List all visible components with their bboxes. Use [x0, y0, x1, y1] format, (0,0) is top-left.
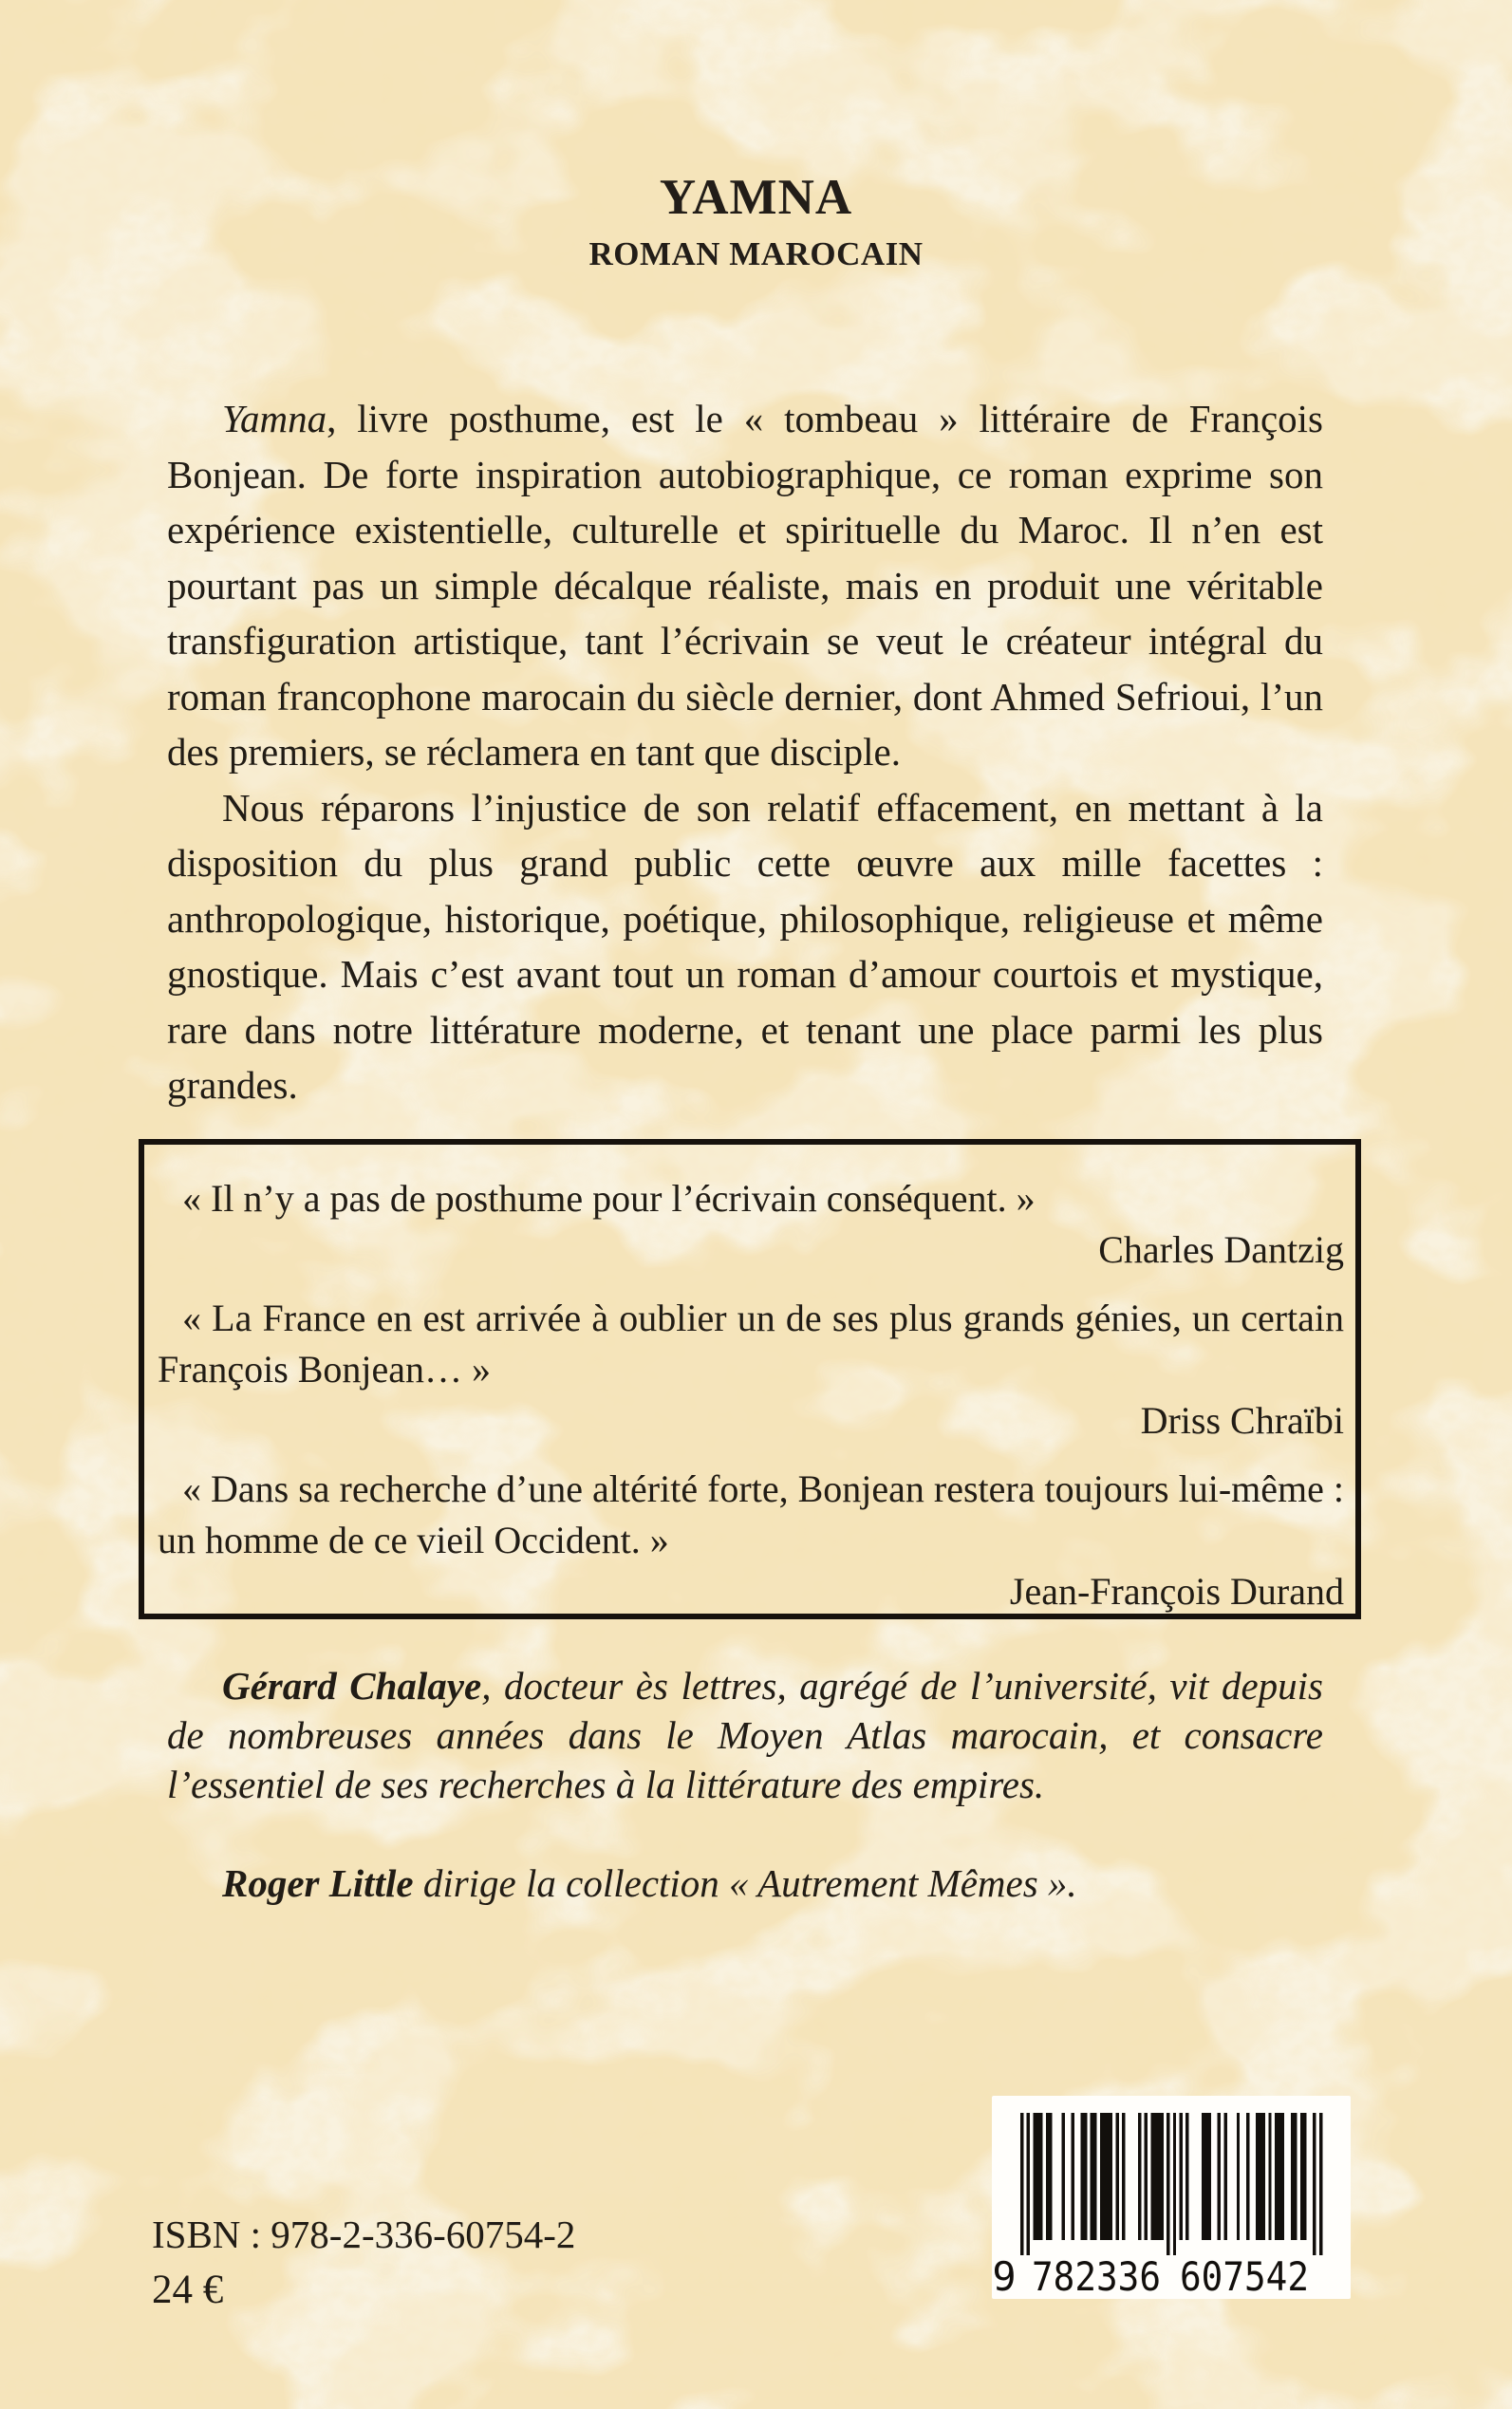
series-editor-name: Roger Little [222, 1861, 414, 1905]
author-name: Gérard Chalaye [222, 1664, 482, 1708]
price-text: 24 € [152, 2268, 224, 2312]
author-bio-text [167, 1661, 1323, 1809]
series-note-text [167, 1858, 1323, 1908]
quote-item [158, 1293, 1344, 1445]
series-note [167, 1858, 1323, 1908]
press-quotes-box [139, 1139, 1361, 1619]
barcode-svg [992, 2096, 1351, 2299]
quote-attribution: Charles Dantzig [1098, 1228, 1344, 1271]
synopsis-paragraph-1 [167, 391, 1323, 780]
synopsis-paragraph-2: Nous réparons l’injustice de son relatif effacement, en mettant à la disposition du plus grand public cette œuvre aux mille facettes : anthropologique, historique, poétique, philosophique, religieuse et même gnostique. Mais c’est avant tout un roman d’amour courtois et mystique, rare dans notre littérature moderne, et tenant une place parmi les plus grandes. [167, 785, 1323, 1107]
book-subtitle: ROMAN MAROCAIN [588, 235, 924, 272]
quote-item [158, 1464, 1344, 1615]
barcode-digits-right: 607542 [1180, 2253, 1309, 2299]
quote-attribution: Driss Chraïbi [1140, 1399, 1344, 1442]
quote-item [158, 1173, 1344, 1274]
synopsis [167, 391, 1323, 1113]
author-bio [167, 1661, 1323, 1809]
quote-text: « La France en est arrivée à oublier un de ses plus grands génies, un certain François Bonjean… » [158, 1297, 1344, 1391]
quote-attribution: Jean-François Durand [1009, 1570, 1344, 1613]
author-bio-rest: , docteur ès lettres, agrégé de l’université, vit depuis de nombreuses années dans le Moyen Atlas marocain, et consacre l’essentiel de ses recherches à la littérature des empires. [167, 1664, 1323, 1806]
series-note-rest: dirige la collection « Autrement Mêmes ». [413, 1861, 1077, 1905]
barcode [992, 2096, 1351, 2299]
barcode-digits-left: 782336 [1032, 2253, 1161, 2299]
barcode-bars [1020, 2113, 1322, 2255]
quote-text: « Dans sa recherche d’une altérité forte, Bonjean restera toujours lui-même : un homme de ce vieil Occident. » [158, 1467, 1344, 1561]
title-mention-italic: Yamna [222, 397, 327, 440]
synopsis-paragraph-1-text: , livre posthume, est le « tombeau » littéraire de François Bonjean. De forte inspiration autobiographique, ce roman exprime son expérience existentielle, culturelle et spirituelle du Maroc. Il n’en est pourtant pas un simple décalque réaliste, mais en produit une véritable transfiguration artistique, tant l’écrivain se veut le créateur intégral du roman francophone marocain du siècle dernier, dont Ahmed Sefrioui, l’un des premiers, se réclamera en tant que disciple. [167, 397, 1323, 774]
quote-text: « Il n’y a pas de posthume pour l’écrivain conséquent. » [182, 1177, 1036, 1220]
isbn-text: ISBN : 978-2-336-60754-2 [152, 2213, 576, 2256]
book-title: YAMNA [659, 170, 853, 225]
barcode-digit-first: 9 [992, 2253, 1017, 2299]
title-block [0, 169, 1512, 273]
